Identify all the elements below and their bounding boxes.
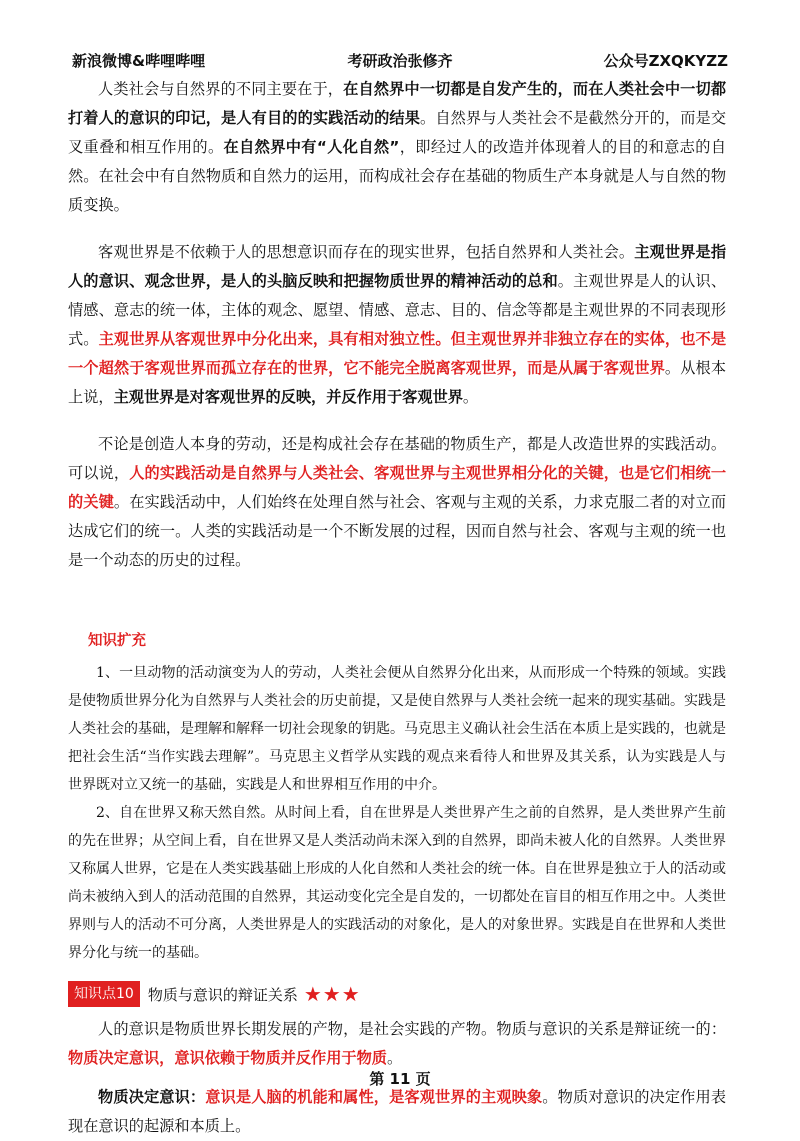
text-run: 客观世界是不依赖于人的思想意识而存在的现实世界，包括自然界和人类社会。 (98, 243, 635, 261)
importance-stars-icon: ★★★ (303, 982, 361, 1006)
paragraph-matter-determines-consciousness (68, 1083, 726, 1141)
bold-text: 物质决定意识： (98, 1088, 206, 1106)
paragraph-practice-activity (68, 430, 726, 575)
header-left-weibo-bilibili: 新浪微博&哔哩哔哩 (72, 52, 206, 70)
text-run: 不论是创造人本身的劳动，还是构成社会存在基础的物质生产，都是人改造世界的实践活动。可以说， (68, 435, 726, 482)
extension-item-2: 2、自在世界又称天然自然。从时间上看，自在世界是人类世界产生之前的自然界，是人类世界产生前的先在世界；从空间上看，自在世界又是人类活动尚未深入到的自然界，即尚未被人化的自然界。人类世界又称属人世界，它是在人类实践基础上形成的人化自然和人类社会的统一体。自在世界是独立于人的活动或尚未被纳入到人的活动范围的自然界，其运动变化完全是自发的，一切都处在盲目的相互作用之中。人类世界则与人的活动不可分离，人类世界是人的实践活动的对象化，是人的对象世界。实践是自在世界和人类世界分化与统一的基础。 (68, 805, 726, 961)
knowledge-point-title: 物质与意识的辩证关系 (147, 985, 298, 1004)
text-run: 。自然界与人类社会不是截然分开的，而是交叉重叠和相互作用的。 (68, 109, 727, 156)
bold-text: 主观世界是指人的意识、观念世界，是人的头脑反映和把握物质世界的精神活动的总和 (68, 243, 727, 290)
bold-text: 主观世界是对客观世界的反映，并反作用于客观世界 (113, 388, 463, 406)
red-highlight-text: 物质决定意识，意识依赖于物质并反作用于物质 (68, 1049, 387, 1067)
red-highlight-text: 意识是人脑的机能和属性，是客观世界的主观映象 (205, 1088, 543, 1106)
text-run: 。 (386, 1049, 403, 1067)
bold-text: 在自然界中一切都是自发产生的，而在人类社会中一切都打着人的意识的印记，是人有目的的实践活动的结果 (68, 80, 726, 127)
text-run: 。在实践活动中，人们始终在处理自然与社会、客观与主观的关系，力求克服二者的对立而达成它们的统一。人类的实践活动是一个不断发展的过程，因而自然与社会、客观与主观的统一也是一个动态的历史的过程。 (68, 493, 727, 569)
text-run: 。从根本上说， (68, 359, 727, 406)
red-highlight-text: 主观世界从客观世界中分化出来，具有相对独立性。但主观世界并非独立存在的实体，也不是一个超然于客观世界而孤立存在的世界，它不能完全脱离客观世界，而是从属于客观世界 (68, 330, 727, 377)
paragraph-matter-consciousness (68, 1015, 726, 1073)
text-run: 人的意识是物质世界长期发展的产物，是社会实践的产物。物质与意识的关系是辩证统一的： (98, 1020, 726, 1038)
extension-item-1: 1、一旦动物的活动演变为人的劳动，人类社会便从自然界分化出来，从而形成一个特殊的领域。实践是使物质世界分化为自然界与人类社会的历史前提，又是使自然界与人类社会统一起来的现实基础。实践是人类社会的基础，是理解和解释一切社会现象的钥匙。马克思主义确认社会生活在本质上是实践的，也就是把社会生活“当作实践去理解”。马克思主义哲学从实践的观点来看待人和世界及其关系，认为实践是人与世界既对立又统一的基础，实践是人和世界相互作用的中介。 (68, 665, 726, 793)
text-run: 。主观世界是人的认识、情感、意志的统一体，主体的观念、愿望、情感、意志、目的、信念等都是主观世界的不同表现形式。 (68, 272, 727, 348)
header-right-wechat-account: 公众号ZXQKYZZ (603, 52, 728, 70)
text-run: 。物质对意识的决定作用表现在意识的起源和本质上。 (68, 1088, 727, 1135)
header-center-author: 考研政治张修齐 (347, 52, 453, 70)
knowledge-point-badge: 知识点10 (68, 981, 140, 1007)
text-run: 。 (462, 388, 479, 406)
page-content (68, 75, 726, 1141)
paragraph-nature-society (68, 75, 726, 220)
paragraph-objective-subjective-world (68, 238, 726, 412)
red-highlight-text: 人的实践活动是自然界与人类社会、客观世界与主观世界相分化的关键，也是它们相统一的关键 (68, 464, 727, 511)
text-run: 人类社会与自然界的不同主要在于， (98, 80, 344, 98)
knowledge-extension-title: 知识扩充 (88, 633, 146, 649)
text-run: ，即经过人的改造并体现着人的目的和意志的自然。在社会中有自然物质和自然力的运用，而构成社会存在基础的物质生产本身就是人与自然的物质变换。 (68, 138, 727, 214)
bold-text: 在自然界中有“人化自然” (223, 138, 400, 156)
page-header (72, 50, 728, 72)
knowledge-point-heading (68, 981, 726, 1009)
page-number: 第 11 页 (369, 1070, 431, 1088)
